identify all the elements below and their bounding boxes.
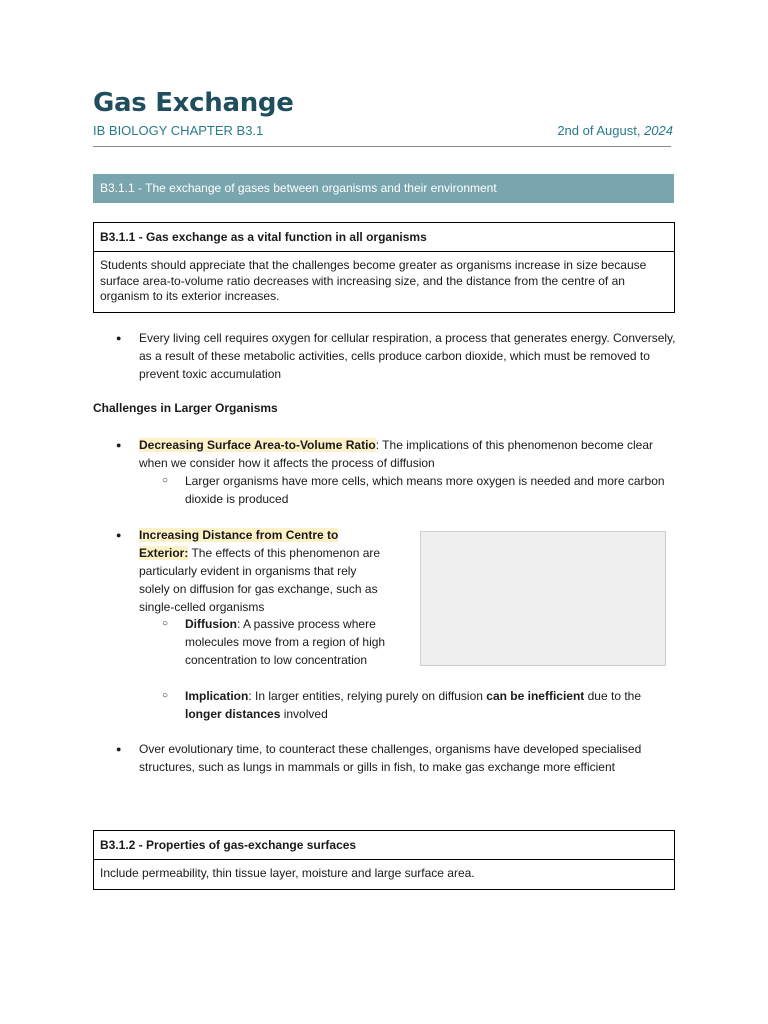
term-highlight: Decreasing Surface Area-to-Volume Ratio (139, 438, 376, 452)
syllabus-box-b3-1-1 (93, 222, 675, 313)
emphasis-bold: can be inefficient (486, 689, 585, 703)
syllabus-box-b3-1-2 (93, 830, 675, 890)
bullet-evolutionary-structures: ● Over evolutionary time, to counteract these challenges, organisms have developed specialised structures, such as lungs in mammals or gills in fish, to make gas exchange more efficient (139, 740, 674, 776)
syllabus-box-heading: B3.1.2 - Properties of gas-exchange surfaces (94, 831, 674, 860)
date-text: 2nd of August, (557, 123, 641, 138)
sub-bullet-text: : A passive process where molecules move from a region of high concentration to low concentration (185, 617, 386, 667)
sub-bullet-text: involved (280, 707, 328, 721)
bullet-text: The effects of this phenomenon are particularly evident in organisms that rely solely on diffusion for gas exchange, such as single-celled organisms (139, 546, 381, 614)
sub-bullet-implication (185, 687, 665, 723)
bullet-text: : The implications of this phenomenon become clear when we consider how it affects the process of diffusion (139, 438, 653, 470)
section-banner: B3.1.1 - The exchange of gases between organisms and their environment (93, 174, 674, 203)
syllabus-box-heading: B3.1.1 - Gas exchange as a vital function in all organisms (94, 223, 674, 252)
bullet-surface-area-ratio (139, 436, 669, 472)
syllabus-box-body: Include permeability, thin tissue layer, moisture and large surface area. (100, 866, 475, 880)
image-placeholder (420, 531, 666, 666)
sub-bullet-more-cells: ○ Larger organisms have more cells, which means more oxygen is needed and more carbon dioxide is produced (185, 472, 665, 508)
term-bold: Diffusion (185, 617, 237, 631)
document-date (557, 123, 673, 138)
bullet-distance-centre (139, 526, 384, 616)
chapter-subtitle: IB BIOLOGY CHAPTER B3.1 (93, 123, 264, 138)
page-title: Gas Exchange (93, 88, 294, 118)
sub-bullet-text: : In larger entities, relying purely on diffusion (248, 689, 487, 703)
challenges-heading: Challenges in Larger Organisms (93, 401, 278, 415)
sub-bullet-text: due to the (584, 689, 642, 703)
bullet-cellular-respiration: ● Every living cell requires oxygen for cellular respiration, a process that generates energy. Conversely, as a result of these metabolic activities, cells produce carbon dioxide, which must be removed to prevent toxic accumulation (139, 329, 679, 383)
emphasis-bold: longer distances (185, 707, 281, 721)
term-highlight: Increasing Distance from Centre to Exterior: (139, 528, 339, 560)
header-divider (93, 146, 671, 147)
syllabus-box-body: Students should appreciate that the challenges become greater as organisms increase in size because surface area-to-volume ratio decreases with increasing size, and the distance from the centre of an organism to its exterior increases. (100, 258, 647, 303)
term-bold: Implication (185, 689, 249, 703)
sub-bullet-diffusion (185, 615, 395, 669)
date-year: 2024 (644, 123, 673, 138)
